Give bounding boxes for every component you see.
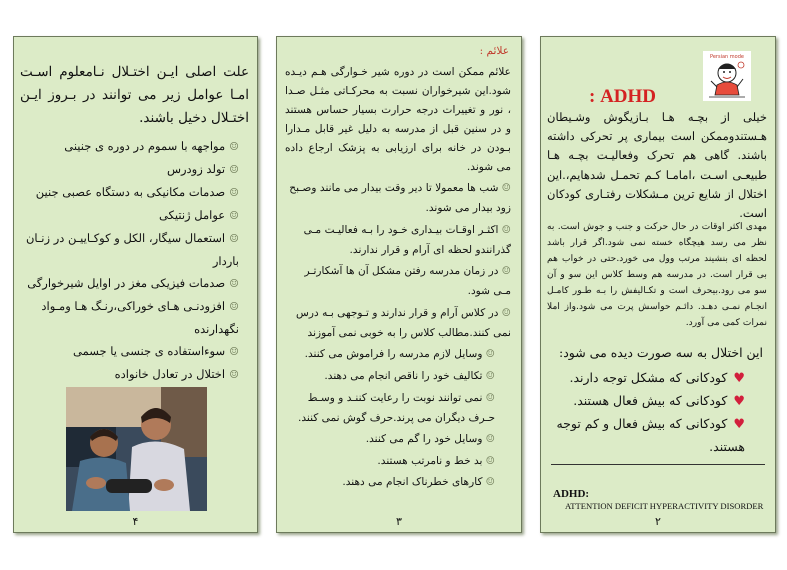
logo-text: Persian mode bbox=[710, 54, 744, 60]
list-item: ☺در کلاس آرام و قرار ندارند و تـوجهی بـه درس نمی کنند.مطالب کلاس را به خوبی نمی آموزند bbox=[295, 306, 511, 339]
smiley-bullet-icon: ☺ bbox=[485, 476, 495, 489]
smiley-bullet-icon: ☺ bbox=[501, 223, 511, 236]
adhd-heading: ADHD : bbox=[589, 86, 657, 107]
children-playing-photo bbox=[66, 387, 207, 511]
list-item: ☺وسایل لازم مدرسه را فراموش می کنند. bbox=[304, 348, 495, 361]
page-number: ۳ bbox=[396, 515, 402, 528]
list-item: ☺سوءاستفاده ی جنسی یا جسمی bbox=[73, 344, 239, 358]
heart-bullet-icon: ♥ bbox=[733, 417, 745, 432]
smiley-bullet-icon: ☺ bbox=[501, 182, 511, 194]
list-item: ♥کودکانی که بیش فعال هستند. bbox=[573, 393, 745, 409]
list-item: ☺افزودنـی هـای خوراکی،رنـگ هـا ومـواد نگهدارنده bbox=[41, 299, 239, 336]
smiley-bullet-icon: ☺ bbox=[229, 300, 239, 313]
types-list bbox=[549, 367, 745, 458]
list-item: ☺مواجهه با سموم در دوره ی جنینی bbox=[64, 139, 239, 153]
heart-bullet-icon: ♥ bbox=[733, 394, 745, 409]
page-number: ۴ bbox=[132, 515, 139, 528]
heart-bullet-icon: ♥ bbox=[733, 371, 745, 386]
smiley-bullet-icon: ☺ bbox=[501, 306, 511, 319]
list-item: ☺استعمال سیگار، الکل و کوکـاییـن در زنـان باردار bbox=[25, 231, 239, 268]
panel-symptoms bbox=[276, 36, 522, 533]
photo-image bbox=[66, 387, 207, 511]
list-item: ♥کودکانی که بیش فعال و کم توجه هستند. bbox=[556, 416, 745, 454]
divider bbox=[551, 464, 765, 465]
list-item: ☺شب ها معمولا تا دیر وقت بیدار می مانند وصـبح زود بیدار می شوند. bbox=[289, 182, 511, 214]
panel-causes bbox=[13, 36, 258, 533]
list-item: ☺وسایل خود را گم می کنند. bbox=[365, 433, 495, 446]
symptoms-title: علائم : bbox=[479, 45, 509, 57]
smiley-bullet-icon: ☺ bbox=[229, 277, 239, 290]
smiley-bullet-icon: ☺ bbox=[229, 140, 239, 153]
smiley-bullet-icon: ☺ bbox=[501, 265, 511, 278]
smiley-bullet-icon: ☺ bbox=[229, 186, 239, 199]
panel-adhd-intro bbox=[540, 36, 776, 533]
smiley-bullet-icon: ☺ bbox=[229, 163, 239, 176]
smiley-bullet-icon: ☺ bbox=[485, 433, 495, 446]
causes-list bbox=[22, 135, 239, 386]
list-item: ☺عوامل ژنتیکی bbox=[158, 208, 239, 222]
cartoon-logo-icon bbox=[703, 51, 751, 101]
list-item: ☺تولد زودرس bbox=[166, 162, 239, 176]
adhd-example-paragraph: مهدی اکثر اوقات در حال حرکت و جنب و جوش است. به نظر می رسد هیچگاه خسته نمی شود.اگر قرار باشد لحظه ای بنشیند مرتب وول می خورد.حتی در خواب هم بی قرار است. در مدرسه هم وسط کلاس این سو و آن سو می رود.بیحرف است و تکـالیفش را بـه طـور کامـل انجـام نمـی دهـد. دائـم حواسش پرت می شود.واز املا نمرات کمی می آورد. bbox=[547, 221, 767, 328]
list-item: ☺اکثـر اوقـات بیـداری خـود را بـه فعالیـت مـی گذرانندو لحظه ای آرام و قرار ندارند. bbox=[303, 223, 511, 256]
symptoms-list bbox=[285, 178, 511, 494]
list-item: ☺کارهای خطرناک انجام می دهند. bbox=[342, 476, 495, 489]
smiley-bullet-icon: ☺ bbox=[229, 209, 239, 222]
smiley-bullet-icon: ☺ bbox=[485, 348, 495, 361]
list-item: ☺صدمات فیزیکی مغز در اوایل شیرخوارگی bbox=[27, 276, 239, 290]
list-item: ☺در زمان مدرسه رفتن مشکل آن ها آشکارتـر مـی شود. bbox=[304, 265, 511, 298]
types-subheading: این اختلال به سه صورت دیده می شود: bbox=[558, 345, 763, 360]
smiley-bullet-icon: ☺ bbox=[229, 368, 239, 381]
list-item: ☺اختلال در تعادل خانواده bbox=[114, 367, 239, 381]
logo-drawing bbox=[703, 51, 751, 101]
smiley-bullet-icon: ☺ bbox=[485, 391, 495, 404]
list-item: ☺بد خط و نامرتب هستند. bbox=[377, 454, 495, 467]
list-item: ☺صدمات مکانیکی به دستگاه عصبی جنین bbox=[35, 185, 239, 199]
adhd-intro-paragraph: خیلی از بچـه هـا بـازیگوش وشـیطان هـستندوممکن است بیماری پر تحرکی داشته باشند. گاهی هم تحرک وفعالیـت بچـه هـا طبیعـی اسـت ،امامـا کـم تحمـل شدهایم،.این اختلال از شایع ترین مـشکلات رفتـاری کودکان است. bbox=[547, 110, 767, 221]
list-item: ☺تکالیف خود را ناقص انجام می دهند. bbox=[324, 369, 495, 382]
smiley-bullet-icon: ☺ bbox=[485, 454, 495, 467]
smiley-bullet-icon: ☺ bbox=[229, 232, 239, 245]
list-item: ☺نمی توانند نوبت را رعایت کننـد و وسـط حـرف دیگران می پرند.حرف گوش نمی کنند. bbox=[297, 391, 495, 424]
symptoms-intro: علائم ممکن است در دوره شیر خـوارگی هـم دیـده شود.این شیرخواران نسبت به محرکـاتی مثـل صـدا ، نور و تغییرات درجه حرارت بسیار حساس هستند و در سنین قبل از مدرسه به دلیل غیر قابل مـدارا بـودن در خانه برای ارزیابی به پزشک ارجاع داده می شوند. bbox=[285, 66, 511, 173]
adhd-full-form: ATTENTION DEFICIT HYPERACTIVITY DISORDER bbox=[565, 501, 764, 511]
list-item: ♥کودکانی که مشکل توجه دارند. bbox=[569, 370, 745, 386]
adhd-abbreviation: ADHD: bbox=[553, 488, 590, 500]
causes-intro: علت اصلی ایـن اختـلال نـامعلوم اسـت امـا عوامل زیر می توانند در بـروز ایـن اختـلال دخیل باشند. bbox=[20, 64, 249, 126]
page-number: ۲ bbox=[655, 515, 661, 528]
smiley-bullet-icon: ☺ bbox=[229, 345, 239, 358]
smiley-bullet-icon: ☺ bbox=[485, 369, 495, 382]
